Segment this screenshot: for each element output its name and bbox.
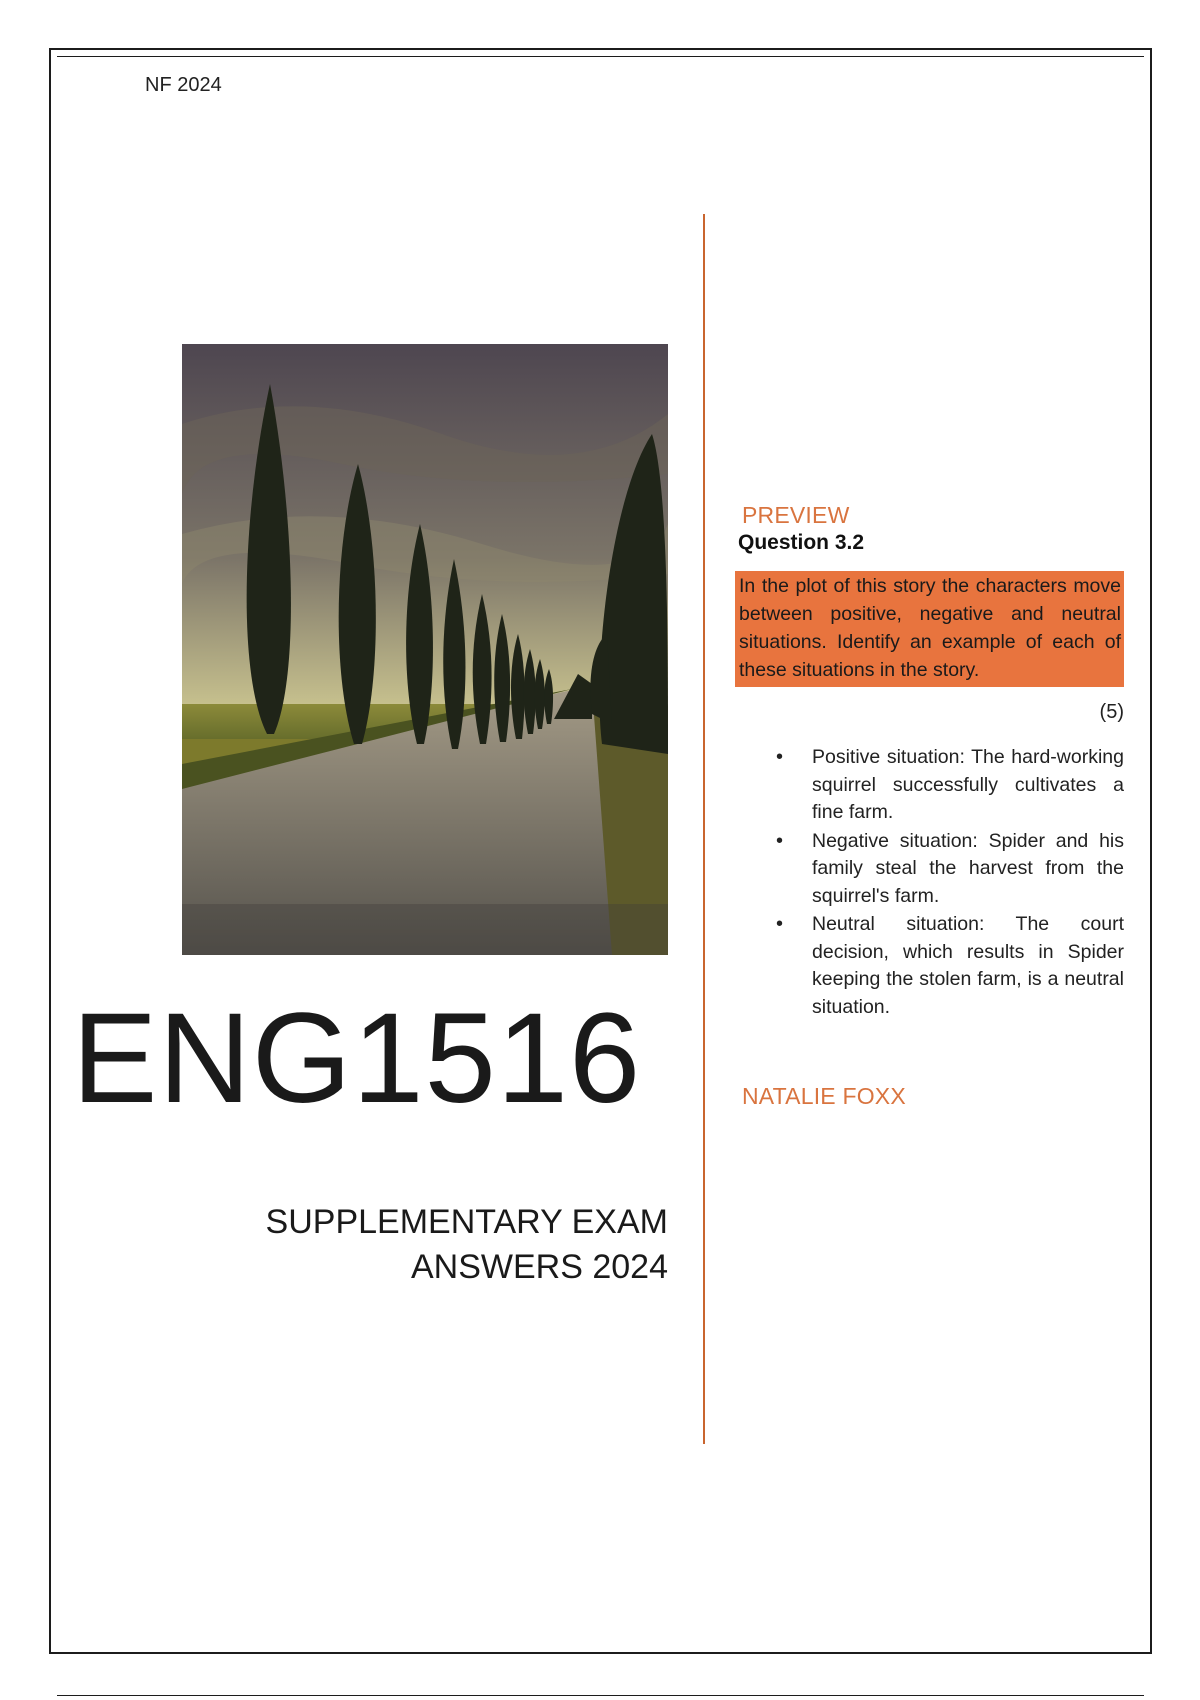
answer-list — [776, 744, 1124, 1021]
bullet-icon: • — [776, 829, 784, 852]
bullet-icon: • — [776, 913, 784, 935]
subtitle-line-2: ANSWERS 2024 — [411, 1248, 668, 1287]
question-text: In the plot of this story the characters move between positive, negative and neutral situations. Identify an example of each of these situations in the story. — [735, 571, 1124, 687]
answer-item — [776, 911, 1124, 1021]
question-title: Question 3.2 — [738, 531, 865, 554]
preview-label: PREVIEW — [742, 502, 850, 528]
answer-text: Negative situation: Spider and his family steal the harvest from the squirrel's farm. — [812, 829, 1124, 907]
preview-panel — [738, 502, 1124, 1110]
bottom-rule — [57, 1695, 1144, 1696]
subtitle-line-1: SUPPLEMENTARY EXAM — [265, 1203, 668, 1241]
question-marks: (5) — [1099, 701, 1124, 723]
cover-subtitle — [182, 1200, 668, 1290]
cover-photo — [182, 344, 668, 955]
answer-text: Neutral situation: The court decision, which results in Spider keeping the stolen farm, is a neutral situation. — [812, 913, 1124, 1018]
answer-text: Positive situation: The hard-working squirrel successfully cultivates a fine farm. — [812, 746, 1124, 823]
top-rule — [57, 56, 1144, 57]
vertical-divider — [703, 214, 705, 1444]
author-name: NATALIE FOXX — [742, 1083, 906, 1109]
bullet-icon: • — [776, 746, 784, 768]
answer-item — [776, 828, 1124, 911]
header-code: NF 2024 — [145, 74, 222, 96]
course-code: ENG1516 — [72, 987, 642, 1130]
answer-item — [776, 744, 1124, 827]
